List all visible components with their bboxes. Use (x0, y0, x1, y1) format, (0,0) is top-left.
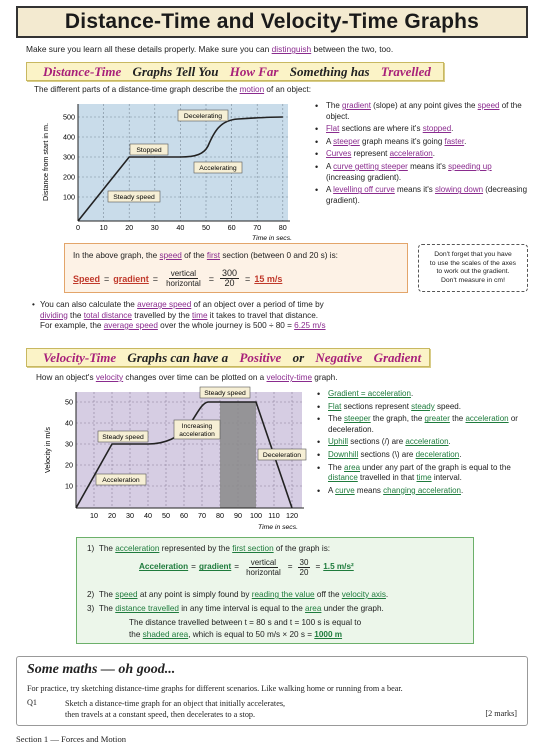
section1-subtitle (34, 85, 311, 94)
dt-x-tick: 40 (176, 223, 185, 232)
section-heading-velocity-time: Velocity-Time Graphs can have a Positive or Negative Gradient (26, 348, 430, 367)
list-item: • Gradient = acceleration. (316, 389, 530, 400)
dt-y-tick: 200 (63, 172, 75, 182)
vt-label-acceleration (96, 474, 146, 485)
list-item: • A curve means changing acceleration. (316, 486, 530, 497)
vt-bullet-list (316, 389, 530, 498)
vt-label-steady-top (200, 387, 250, 398)
vt-x-tick: 110 (268, 511, 280, 520)
vt-x-tick: 10 (90, 511, 98, 520)
eq-speed: Speed (73, 273, 101, 284)
vt-x-tick: 40 (144, 511, 152, 520)
vt-y-tick: 50 (65, 397, 73, 407)
dt-label-accelerating (194, 162, 242, 173)
vt-x-tick: 70 (198, 511, 206, 520)
acc-row-1: 1) The acceleration represented by the first section of the graph is: (87, 544, 331, 553)
vt-x-tick: 60 (180, 511, 188, 520)
eq-gradient: gradient (113, 273, 149, 284)
dt-y-tick: 500 (63, 112, 75, 122)
eq-fraction-words: $\frac{\text{vertical}}{\text{horizontal}}$ (166, 269, 201, 288)
vt-y-tick: 30 (65, 439, 73, 449)
dt-y-tick: 400 (63, 132, 75, 142)
acc-equation: Acceleration = gradient = $\frac{\text{vertical}}{\text{horizontal}}$ = $\frac{30}{20}$ = 1.5 m/s² (139, 558, 354, 577)
dt-x-tick: 30 (150, 223, 159, 232)
list-item: • The steeper the graph, the greater the acceleration or deceleration. (316, 414, 530, 435)
practice-paragraph: For practice, try sketching distance-time graphs for different scenarios. Like walking home or running from a bear. (27, 684, 403, 693)
practice-question-box (16, 656, 528, 726)
eq-fraction-values: $\frac{300}{20}$ (222, 268, 238, 288)
svg-text:Stopped: Stopped (136, 147, 162, 155)
dt-x-tick: 60 (227, 223, 236, 232)
intro-post: between the two, too. (311, 44, 394, 54)
svg-text:Accelerating: Accelerating (199, 165, 237, 173)
list-item: • A steeper graph means it's going faster. (314, 137, 532, 148)
svg-text:Deceleration: Deceleration (262, 452, 302, 460)
svg-text:Acceleration: Acceleration (102, 477, 140, 485)
question-text: Sketch a distance-time graph for an object that initially accelerates, then travels at a constant speed, then decelerates to a stop. (65, 699, 286, 719)
vt-x-tick: 20 (108, 511, 116, 520)
list-item: • Flat sections represent steady speed. (316, 402, 530, 413)
calc-line-1: In the above graph, the speed of the first section (between 0 and 20 s) is: (73, 251, 338, 260)
heading-part: Something has (286, 64, 373, 79)
intro-text (26, 44, 393, 54)
vt-y-tick: 20 (65, 460, 73, 470)
list-item: • Uphill sections (/) are acceleration. (316, 437, 530, 448)
page-title-banner (16, 6, 528, 38)
question-number: Q1 (27, 698, 38, 707)
vt-x-tick: 30 (126, 511, 134, 520)
vt-x-tick: 90 (234, 511, 242, 520)
heading-part: Travelled (380, 64, 431, 79)
vt-x-tick: 80 (216, 511, 224, 520)
vt-label-steady-left (98, 431, 148, 442)
vt-x-tick: 100 (250, 511, 262, 520)
list-item: • The gradient (slope) at any point gives the speed of the object. (314, 101, 532, 122)
average-speed-text: • You can also calculate the average speed of an object over a period of time by dividing the total distance travelled by the time it takes to travel that distance. For example, the average speed over the whole journey is 500 ÷ 80 = 6.25 m/s (32, 300, 326, 330)
list-item: • A levelling off curve means it's slowing down (decreasing gradient). (314, 185, 532, 206)
section2-subtitle: How an object's velocity changes over time can be plotted on a velocity-time graph. (36, 373, 338, 382)
vt-y-tick: 40 (65, 418, 73, 428)
dt-x-tick: 50 (202, 223, 210, 232)
heading-part: Distance-Time (43, 64, 122, 79)
acc-row-2: 2) The speed at any point is simply found by reading the value off the velocity axis. (87, 590, 389, 599)
dt-y-tick: 100 (63, 192, 75, 202)
svg-text:Increasing: Increasing (181, 423, 213, 430)
vt-shaded-area (220, 402, 256, 508)
vt-x-tick: 120 (286, 511, 298, 520)
vt-label-increasing (174, 420, 220, 439)
acceleration-box (76, 537, 474, 644)
svg-text:Decelerating: Decelerating (183, 113, 223, 121)
dt-y-label: Distance from start in m. (41, 123, 50, 201)
section-heading-distance-time (26, 62, 444, 81)
list-item: • Downhill sections (\) are deceleration. (316, 450, 530, 461)
dt-label-stopped (130, 144, 168, 155)
dt-x-tick: 0 (76, 223, 80, 232)
svg-text:acceleration: acceleration (179, 431, 215, 438)
heading-part: Graphs Tell You (129, 64, 222, 79)
subtitle-link: motion (239, 85, 265, 94)
svg-text:Steady speed: Steady speed (102, 434, 144, 442)
dt-x-label: Time in secs. (252, 235, 292, 242)
vt-y-label: Velocity in m/s (43, 427, 52, 473)
dt-x-tick: 70 (253, 223, 262, 232)
question-marks: [2 marks] (485, 709, 517, 718)
calc-equation: Speed = gradient = $\frac{\text{vertical}}{\text{horizontal}}$ = $\frac{300}{20}$ = 15 m/s (73, 268, 283, 288)
subtitle-post: of an object: (264, 85, 312, 94)
dt-label-decelerating (178, 110, 228, 121)
acc-row-3: 3) The distance travelled in any time interval is equal to the area under the graph. (87, 604, 384, 613)
vt-x-label: Time in secs. (258, 524, 298, 531)
distance-time-graph (28, 100, 300, 242)
vt-label-deceleration (258, 449, 306, 460)
subtitle-pre: The different parts of a distance-time graph describe the (34, 85, 240, 94)
svg-text:Steady speed: Steady speed (204, 390, 246, 398)
intro-link: distinguish (271, 44, 312, 54)
dt-label-steady-speed (108, 191, 160, 202)
heading-part: How Far (229, 64, 279, 79)
acc-row-3c: the shaded area, which is equal to 50 m/s × 20 s = 1000 m (129, 630, 343, 639)
dt-x-tick: 20 (125, 223, 134, 232)
list-item: • A curve getting steeper means it's speeding up (increasing gradient). (314, 162, 532, 183)
vt-x-tick: 50 (162, 511, 170, 520)
tip-note: Don't forget that you have to use the scales of the axes to work out the gradient. Don't measure in cm! (418, 244, 528, 292)
svg-text:Steady speed: Steady speed (113, 194, 155, 202)
dt-plot-bg (78, 104, 288, 221)
acc-row-3b: The distance travelled between t = 80 s and t = 100 s is equal to (129, 618, 362, 627)
dt-bullet-list (314, 101, 532, 208)
list-item: • Curves represent acceleration. (314, 149, 532, 160)
dt-x-tick: 80 (278, 223, 287, 232)
dt-y-tick: 300 (63, 152, 75, 162)
speed-calculation-box (64, 243, 408, 293)
practice-heading: Some maths — oh good... (27, 662, 176, 677)
eq-result: 15 m/s (254, 273, 283, 284)
velocity-time-graph (30, 386, 312, 532)
vt-y-tick: 10 (65, 481, 73, 491)
intro-pre: Make sure you learn all these details properly. Make sure you can (26, 44, 272, 54)
dt-x-tick: 10 (99, 223, 108, 232)
list-item: • Flat sections are where it's stopped. (314, 124, 532, 135)
page-footer: Section 1 — Forces and Motion (16, 734, 127, 744)
list-item: • The area under any part of the graph is equal to the distance travelled in that time interval. (316, 463, 530, 484)
page-title: Distance-Time and Velocity-Time Graphs (64, 10, 480, 33)
